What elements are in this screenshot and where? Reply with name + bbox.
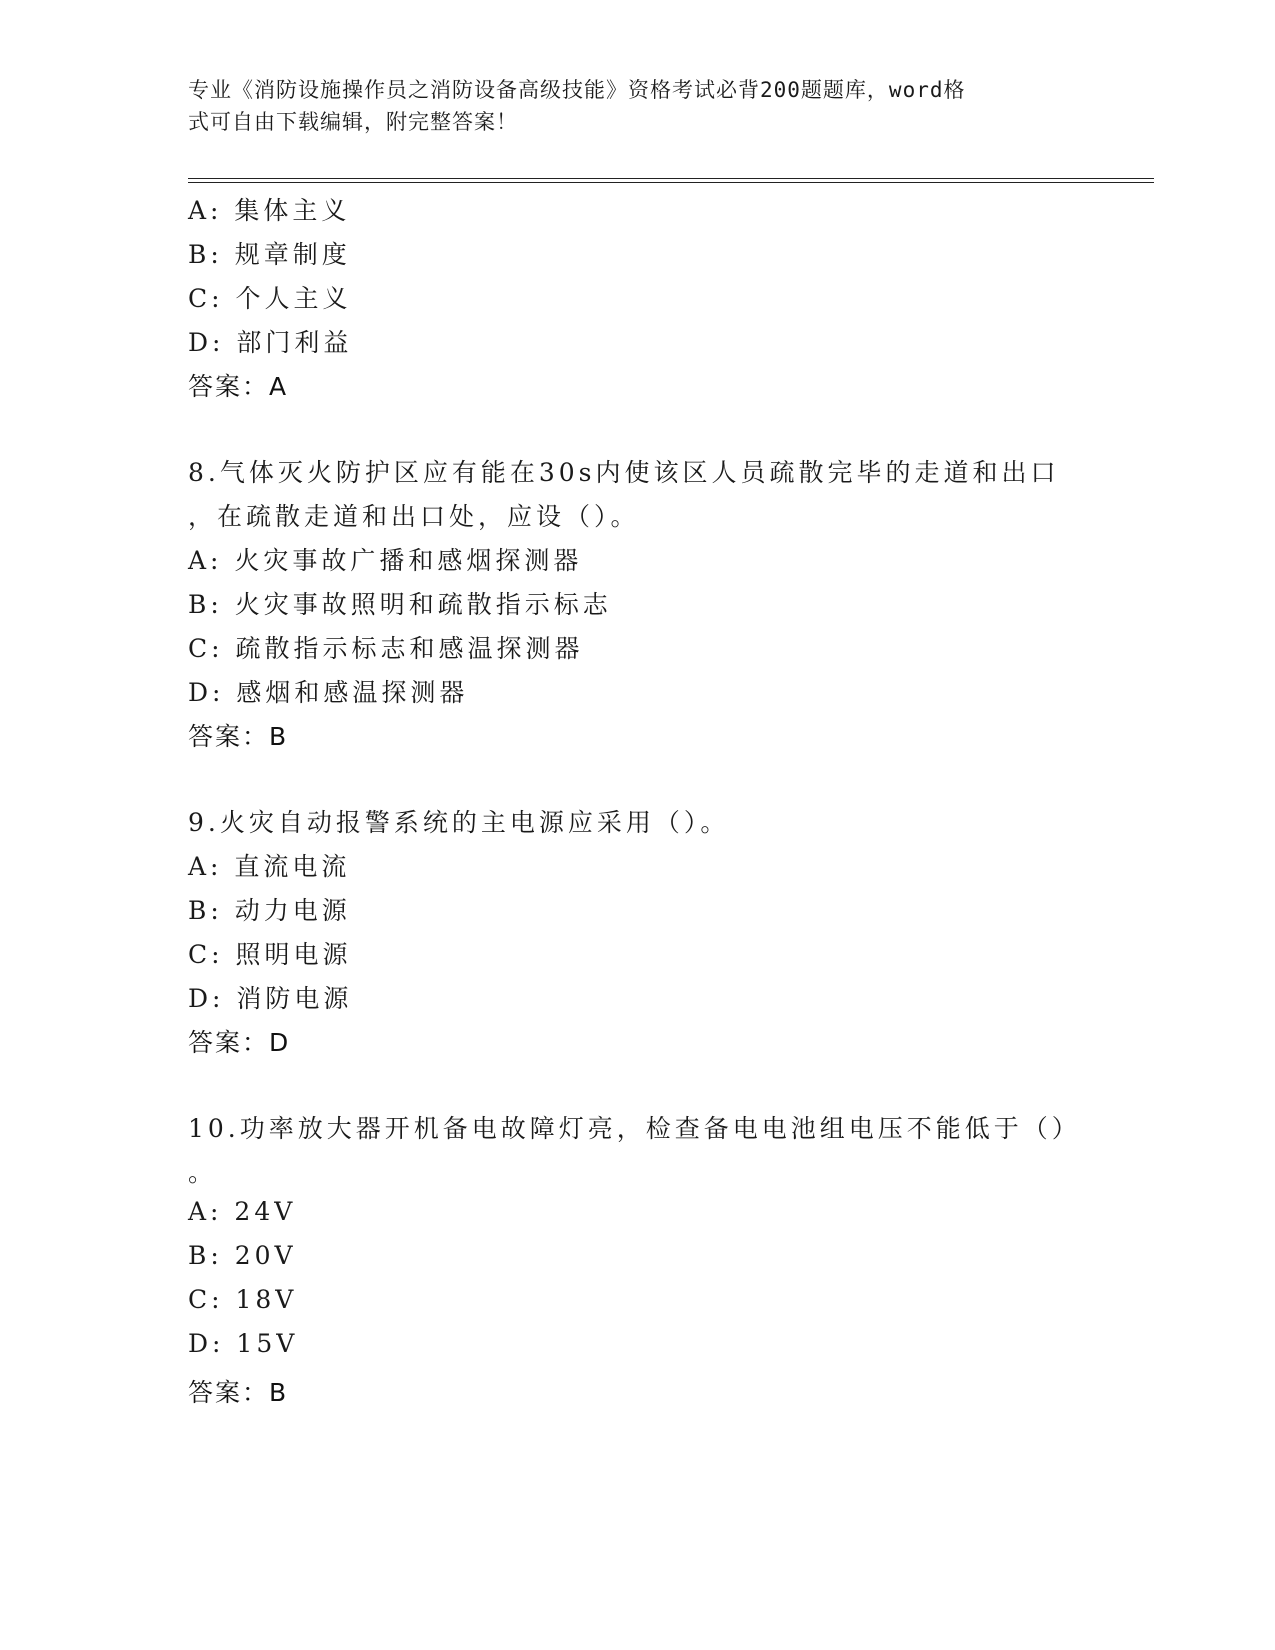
option-d: D: 感烟和感温探测器 xyxy=(188,678,469,707)
header-line-1: 专业《消防设施操作员之消防设备高级技能》资格考试必背200题题库，word格 xyxy=(188,78,966,102)
option-b: B: 规章制度 xyxy=(188,240,351,269)
header-rule-bottom xyxy=(188,182,1154,183)
option-a: A: 24V xyxy=(188,1197,297,1226)
option-d: D: 15V xyxy=(188,1329,299,1358)
question-stem-line-2: ，在疏散走道和出口处，应设（）。 xyxy=(188,502,640,531)
option-c: C: 疏散指示标志和感温探测器 xyxy=(188,634,584,663)
header-line-2: 式可自由下载编辑，附完整答案！ xyxy=(188,110,518,134)
option-a: A: 火灾事故广播和感烟探测器 xyxy=(188,546,583,575)
option-d: D: 部门利益 xyxy=(188,328,353,357)
option-c: C: 个人主义 xyxy=(188,284,352,313)
document-header xyxy=(188,74,1068,138)
answer-label: 答案：A xyxy=(188,372,289,401)
question-stem-line-1: 8.气体灭火防护区应有能在30s内使该区人员疏散完毕的走道和出口 xyxy=(188,458,1060,487)
option-b: B: 动力电源 xyxy=(188,896,351,925)
header-rule-top xyxy=(188,178,1154,179)
option-b: B: 火灾事故照明和疏散指示标志 xyxy=(188,590,612,619)
option-d: D: 消防电源 xyxy=(188,984,353,1013)
answer-label: 答案：B xyxy=(188,1378,289,1407)
answer-label: 答案：D xyxy=(188,1028,291,1057)
question-stem-line-2: 。 xyxy=(188,1158,218,1187)
option-c: C: 18V xyxy=(188,1285,298,1314)
option-a: A: 集体主义 xyxy=(188,196,351,225)
question-stem-line-1: 9.火灾自动报警系统的主电源应采用（）。 xyxy=(188,808,730,837)
answer-label: 答案：B xyxy=(188,722,289,751)
option-b: B: 20V xyxy=(188,1241,297,1270)
option-a: A: 直流电流 xyxy=(188,852,351,881)
question-stem-line-1: 10.功率放大器开机备电故障灯亮，检查备电电池组电压不能低于（） xyxy=(188,1114,1081,1143)
option-c: C: 照明电源 xyxy=(188,940,352,969)
